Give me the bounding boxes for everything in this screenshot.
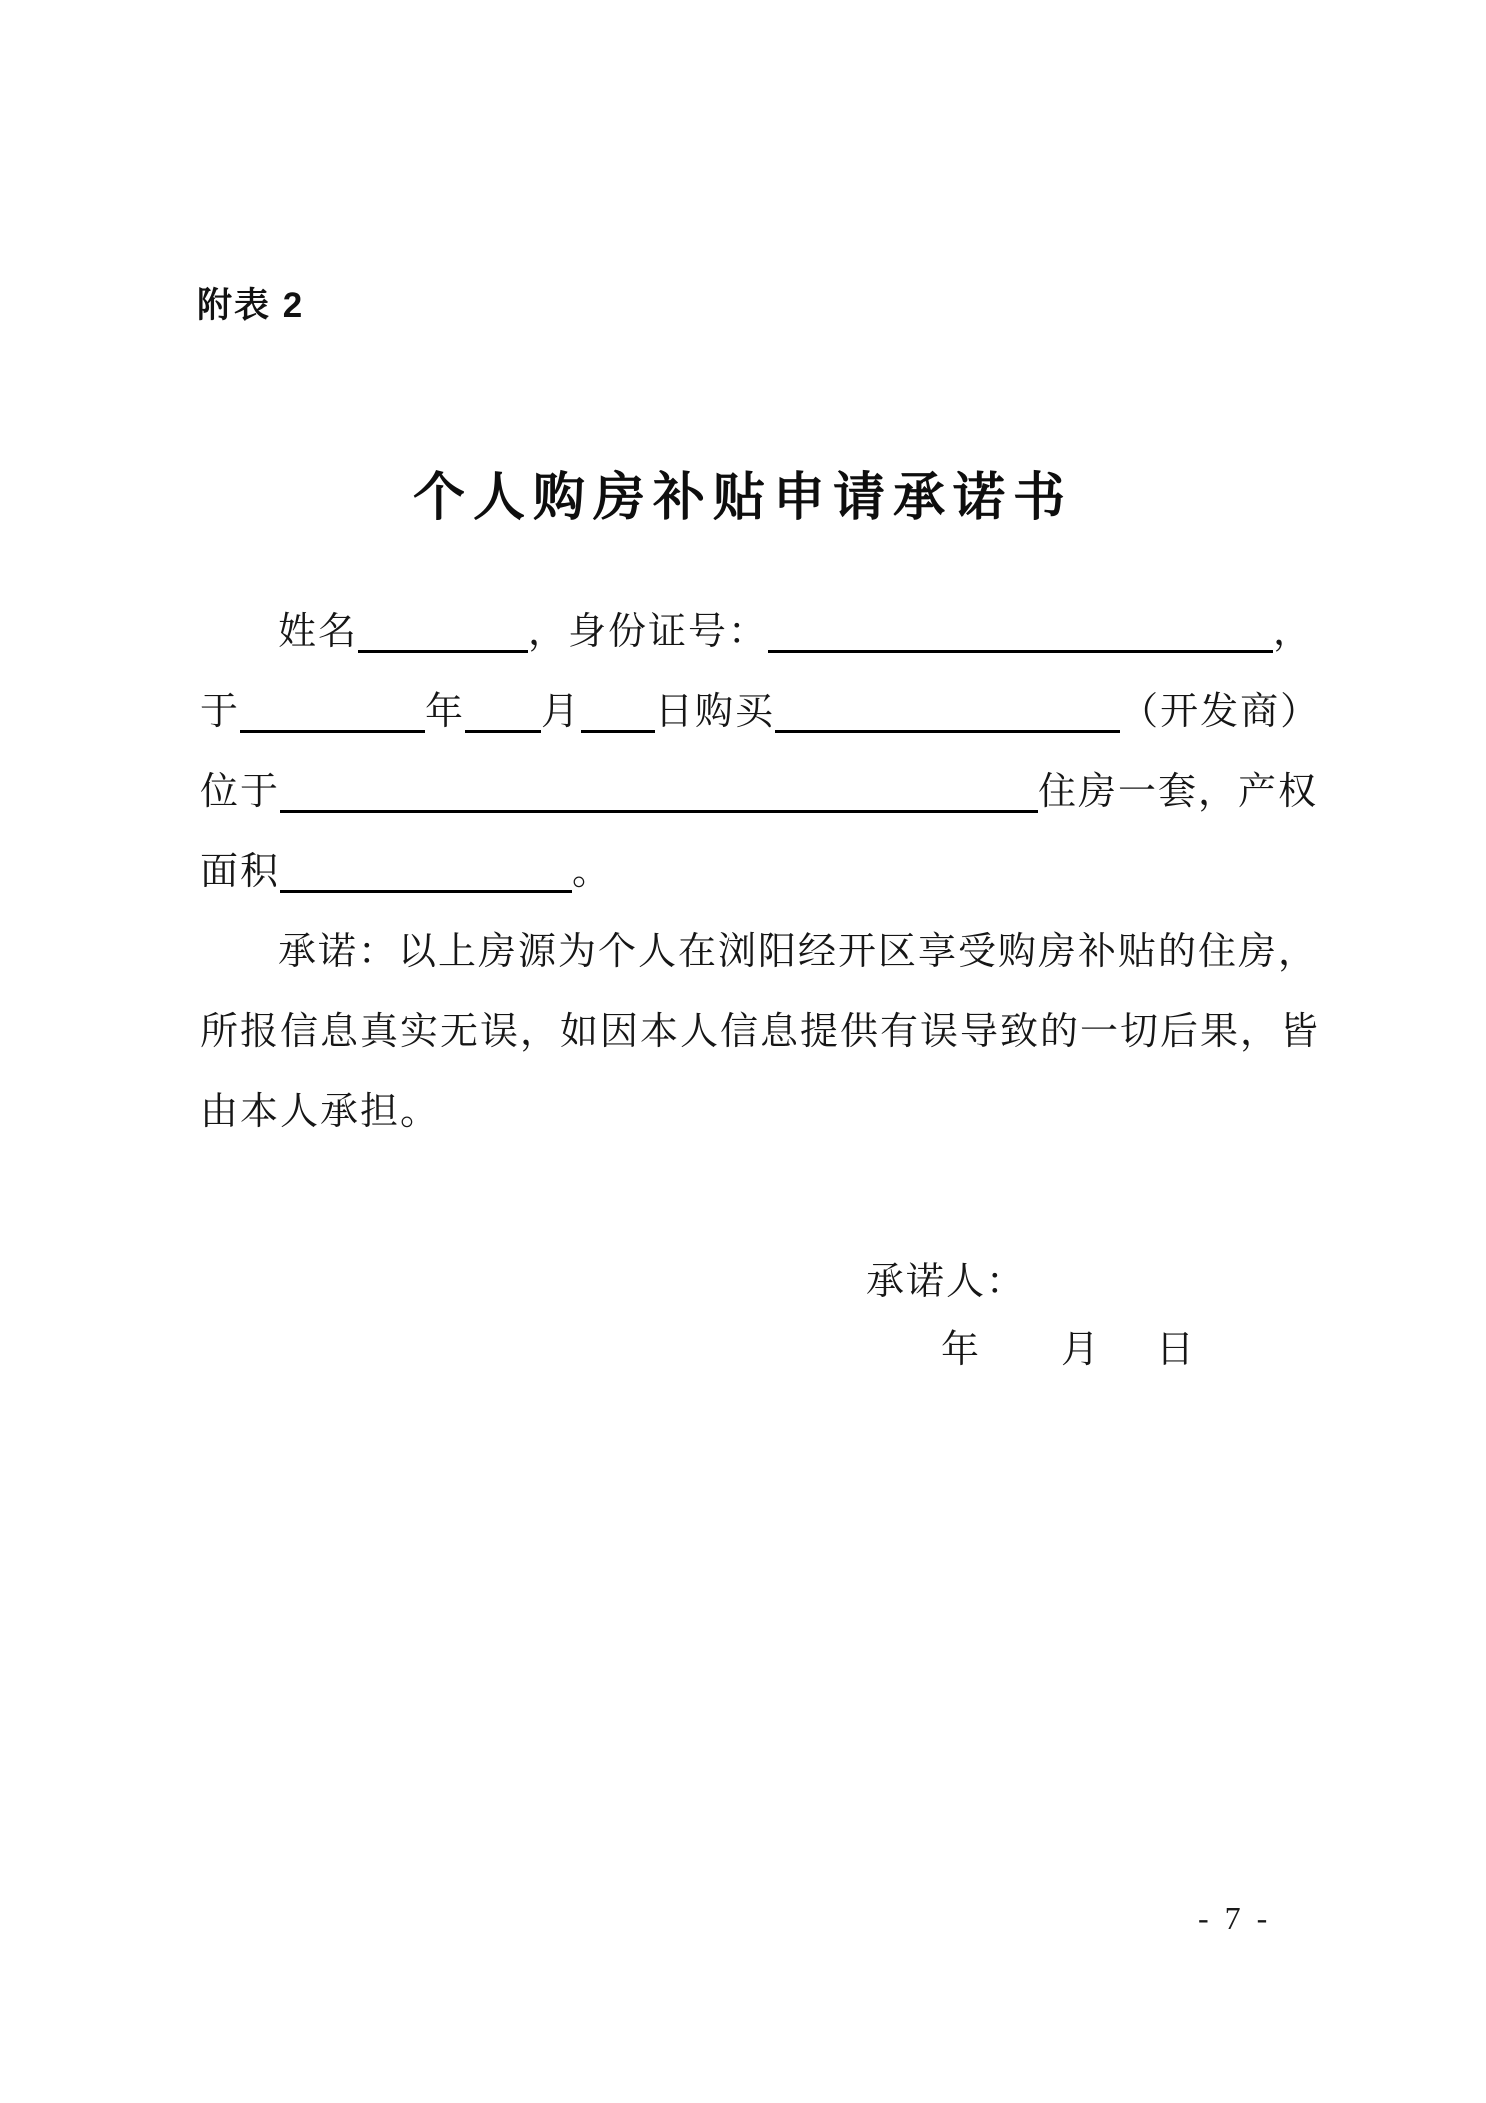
attachment-label: 附表 2	[197, 286, 305, 325]
pledge-text-2: 所报信息真实无误，如因本人信息提供有误导致的一切后果，皆	[200, 1011, 1321, 1053]
signature-day-label: 日	[1156, 1329, 1197, 1371]
day-purchase-label: 日购买	[655, 691, 776, 733]
signature-year-label: 年	[941, 1329, 982, 1371]
developer-label: （开发商）	[1120, 691, 1321, 733]
month-label: 月	[541, 691, 582, 733]
year-label: 年	[425, 691, 466, 733]
name-label: 姓名	[278, 611, 359, 653]
signature-month-label: 月	[1061, 1329, 1102, 1371]
line4-period: 。	[572, 851, 613, 893]
line1-trailing-comma: ，	[1273, 611, 1314, 653]
document-title: 个人购房补贴申请承诺书	[412, 469, 1073, 527]
housing-suffix-label: 住房一套，产权	[1038, 771, 1319, 813]
page-number: - 7 -	[1198, 1900, 1272, 1936]
promiser-label: 承诺人：	[866, 1261, 1027, 1303]
pledge-text-3: 由本人承担。	[200, 1091, 441, 1133]
id-number-label: ，身份证号：	[528, 611, 769, 653]
area-label: 面积	[200, 851, 281, 893]
located-label: 位于	[200, 771, 281, 813]
purchase-prefix-label: 于	[200, 691, 241, 733]
pledge-text-1: 承诺：以上房源为个人在浏阳经开区享受购房补贴的住房，	[278, 931, 1319, 973]
